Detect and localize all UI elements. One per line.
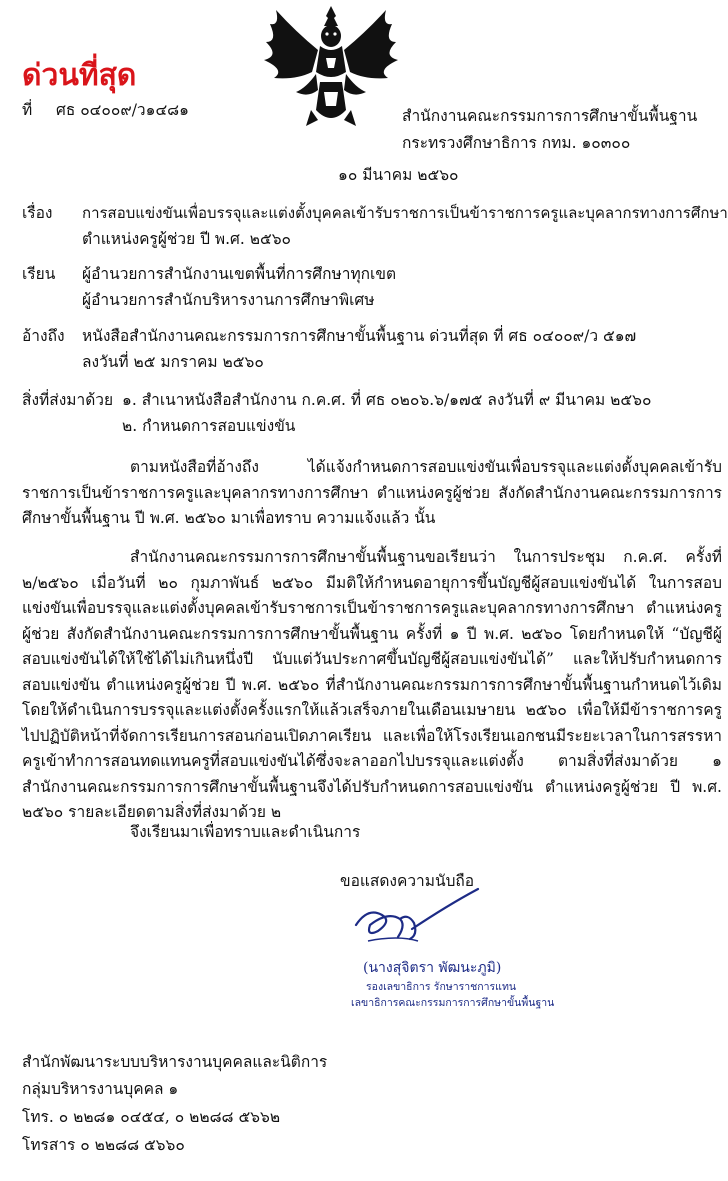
signer-name: (นางสุจิตรา พัฒนะภูมิ) [363,960,502,976]
doc-number: ศธ ๐๔๐๐๙/ว๑๔๘๑ [56,101,189,119]
issuer-address: กระทรวงศึกษาธิการ กทม. ๑๐๓๐๐ [402,134,631,152]
garuda-emblem-icon [256,2,406,130]
doc-number-label: ที่ [22,101,33,119]
enclosure-item-2: ๒. กำหนดการสอบแข่งขัน [122,417,296,435]
issuer-org: สำนักงานคณะกรรมการการศึกษาขั้นพื้นฐาน [402,107,698,125]
signer-position-1: รองเลขาธิการ รักษาราชการแทน [366,981,517,993]
signer-position-2: เลขาธิการคณะกรรมการการศึกษาขั้นพื้นฐาน [351,997,555,1009]
closing-regards: ขอแสดงความนับถือ [340,872,475,890]
reference-line-2: ลงวันที่ ๒๕ มกราคม ๒๕๖๐ [82,353,264,371]
subject-label: เรื่อง [22,204,53,222]
handwritten-signature-icon [348,885,488,955]
body-paragraph-3: จึงเรียนมาเพื่อทราบและดำเนินการ [130,823,361,841]
subject-line-2: ตำแหน่งครูผู้ช่วย ปี พ.ศ. ๒๕๖๐ [82,230,292,248]
footer-phone: โทร. ๐ ๒๒๘๑ ๐๔๕๔, ๐ ๒๒๘๘ ๕๖๖๒ [22,1108,281,1126]
to-line-2: ผู้อำนวยการสำนักบริหารงานการศึกษาพิเศษ [82,291,375,309]
enclosure-item-1: ๑. สำเนาหนังสือสำนักงาน ก.ค.ศ. ที่ ศธ ๐๒๐๖.๖/๑๗๕ ลงวันที่ ๙ มีนาคม ๒๕๖๐ [122,391,652,409]
body-paragraph-2: สำนักงานคณะกรรมการการศึกษาขั้นพื้นฐานขอเรียนว่า ในการประชุม ก.ค.ศ. ครั้งที่ ๒/๒๕๖๐ เมื่อวันที่ ๒๐ กุมภาพันธ์ ๒๕๖๐ มีมติให้กำหนดอายุการขึ้นบัญชีผู้สอบแข่งขันได้ ในการสอบแข่งขันเพื่อบรรจุและแต่งตั้งบุคคลเข้ารับราชการเป็นข้าราชการครูและบุคลากรทางการศึกษา ตำแหน่งครูผู้ช่วย สังกัดสำนักงานคณะกรรมการการศึกษาขั้นพื้นฐาน ครั้งที่ ๑ ปี พ.ศ. ๒๕๖๐ โดยกำหนดให้ “บัญชีผู้สอบแข่งขันได้ให้ใช้ได้ไม่เกินหนึ่งปี นับแต่วันประกาศขึ้นบัญชีผู้สอบแข่งขันได้” และให้ปรับกำหนดการสอบแข่งขัน ตำแหน่งครูผู้ช่วย ปี พ.ศ. ๒๕๖๐ ที่สำนักงานคณะกรรมการการศึกษาขั้นพื้นฐานกำหนดไว้เดิม โดยให้ดำเนินการบรรจุและแต่งตั้งครั้งแรกให้แล้วเสร็จภายในเดือนเมษายน ๒๕๖๐ เพื่อให้มีข้าราชการครูไปปฏิบัติหน้าที่จัดการเรียนการสอนก่อนเปิดภาคเรียน และเพื่อให้โรงเรียนเอกชนมีระยะเวลาในการสรรหาครูเข้าทำการสอนทดแทนครูที่สอบแข่งขันได้ซึ่งจะลาออกไปบรรจุและแต่งตั้ง ตามสิ่งที่ส่งมาด้วย ๑ สำนักงานคณะกรรมการการศึกษาขั้นพื้นฐานจึงได้ปรับกำหนดการสอบแข่งขัน ตำแหน่งครูผู้ช่วย ปี พ.ศ. ๒๕๖๐ รายละเอียดตามสิ่งที่ส่งมาด้วย ๒ [22,548,722,821]
footer-fax: โทรสาร ๐ ๒๒๘๘ ๕๖๖๐ [22,1136,185,1154]
to-label: เรียน [22,265,56,283]
reference-label: อ้างถึง [22,327,65,345]
reference-line-1: หนังสือสำนักงานคณะกรรมการการศึกษาขั้นพื้นฐาน ด่วนที่สุด ที่ ศธ ๐๔๐๐๙/ว ๕๑๗ [82,327,637,345]
urgency-stamp: ด่วนที่สุด [22,58,137,93]
enclosures-label: สิ่งที่ส่งมาด้วย [22,391,114,409]
subject-line-1: การสอบแข่งขันเพื่อบรรจุและแต่งตั้งบุคคลเข้ารับราชการเป็นข้าราชการครูและบุคลากรทางการศึกษา [82,204,728,222]
footer-office: สำนักพัฒนาระบบบริหารงานบุคคลและนิติการ [22,1053,328,1071]
body-paragraph-1: ตามหนังสือที่อ้างถึง ได้แจ้งกำหนดการสอบแข่งขันเพื่อบรรจุและแต่งตั้งบุคคลเข้ารับราชการเป็นข้าราชการครูและบุคลากรทางการศึกษา ตำแหน่งครูผู้ช่วย สังกัดสำนักงานคณะกรรมการการศึกษาขั้นพื้นฐาน ปี พ.ศ. ๒๕๖๐ มาเพื่อทราบ ความแจ้งแล้ว นั้น [22,458,722,527]
footer-group: กลุ่มบริหารงานบุคคล ๑ [22,1080,179,1098]
to-line-1: ผู้อำนวยการสำนักงานเขตพื้นที่การศึกษาทุกเขต [82,265,397,283]
letter-date: ๑๐ มีนาคม ๒๕๖๐ [338,166,459,184]
